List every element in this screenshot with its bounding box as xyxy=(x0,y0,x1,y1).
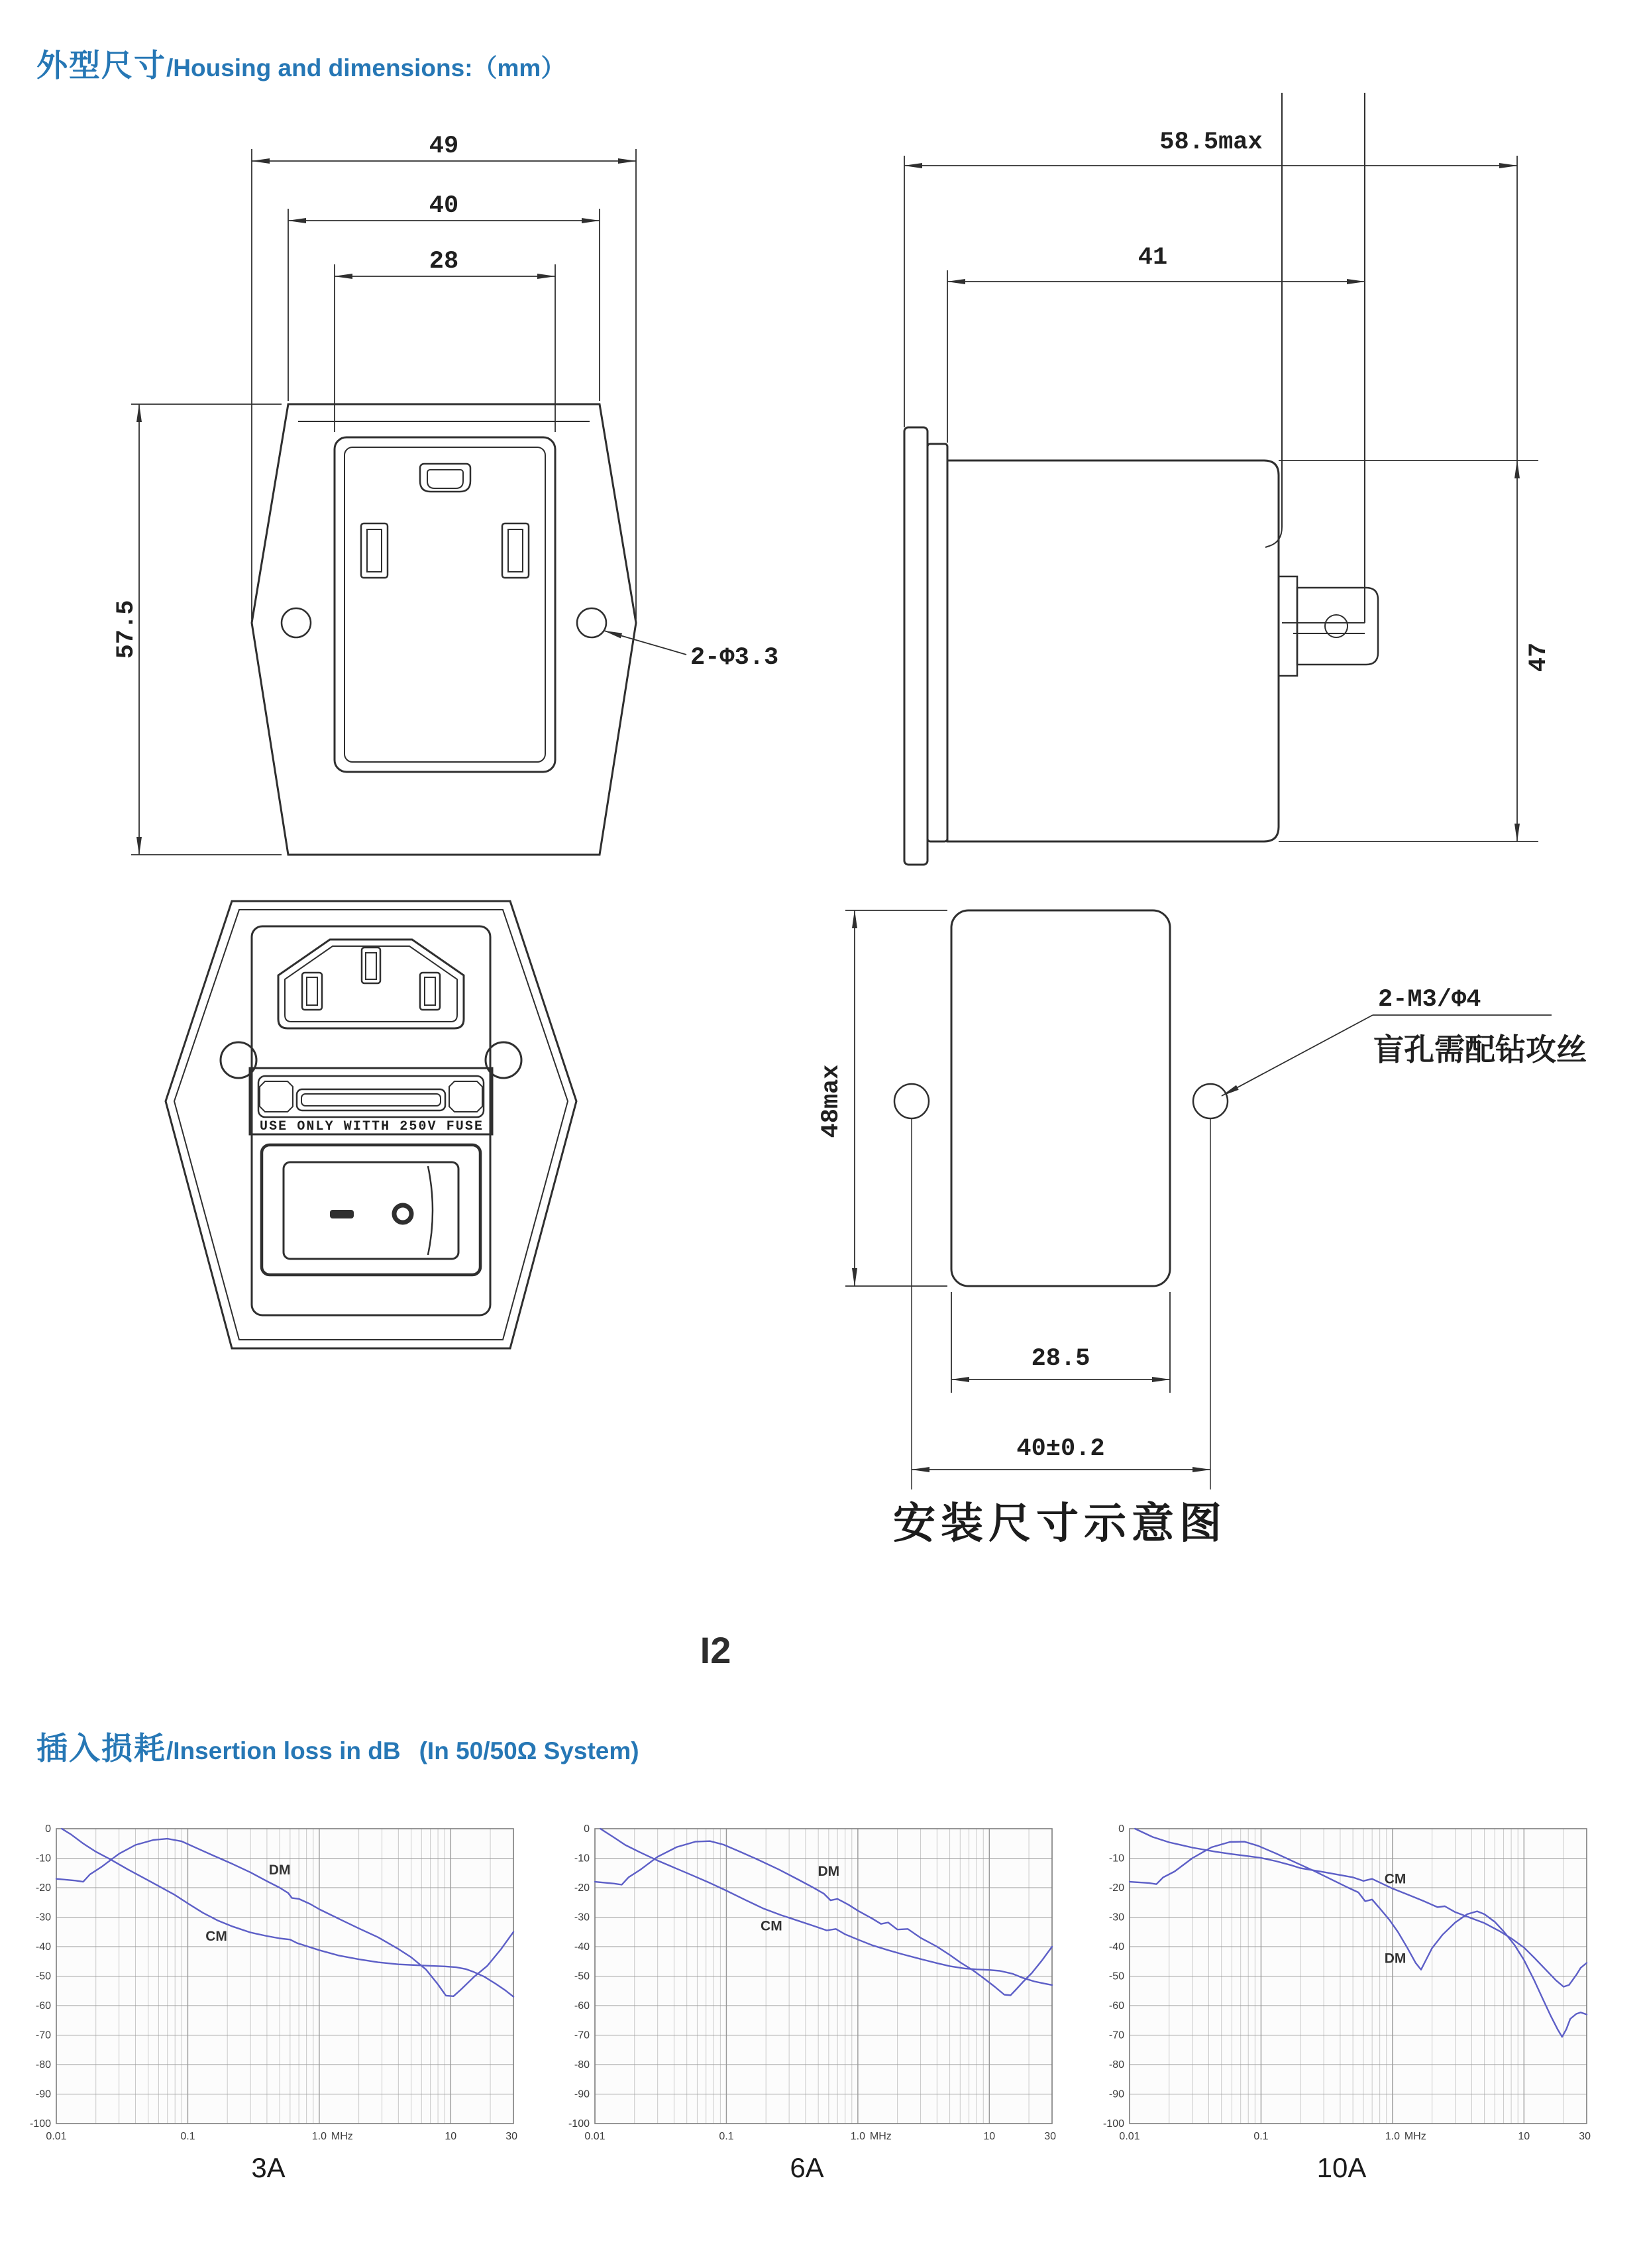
svg-text:-90: -90 xyxy=(574,2088,590,2100)
svg-text:-60: -60 xyxy=(35,2000,51,2012)
svg-text:1.0: 1.0 xyxy=(311,2131,327,2141)
svg-text:10: 10 xyxy=(983,2131,996,2141)
svg-text:-100: -100 xyxy=(568,2118,590,2130)
model-label: I2 xyxy=(700,1629,731,1671)
front-mounting-hole-left xyxy=(282,608,311,637)
svg-text:1.0: 1.0 xyxy=(1385,2131,1401,2141)
svg-text:CM: CM xyxy=(761,1918,782,1934)
svg-text:0.01: 0.01 xyxy=(46,2131,67,2141)
chart-10a-title: 10A xyxy=(1316,2152,1367,2183)
svg-text:1.0: 1.0 xyxy=(850,2131,866,2141)
svg-text:-10: -10 xyxy=(1108,1853,1124,1864)
front-hole-callout-label: 2-Φ3.3 xyxy=(690,644,779,672)
fuse-slot xyxy=(297,1089,445,1110)
svg-text:CM: CM xyxy=(205,1929,227,1945)
chart-3a-title: 3A xyxy=(251,2152,286,2183)
svg-text:0.01: 0.01 xyxy=(1119,2131,1140,2141)
svg-text:DM: DM xyxy=(268,1862,291,1878)
face-view-drawing xyxy=(152,848,603,1378)
chart-6a-title: 6A xyxy=(790,2152,824,2183)
dim-side-height-label: 47 xyxy=(1525,642,1553,673)
svg-text:-20: -20 xyxy=(574,1882,590,1894)
svg-text:CM: CM xyxy=(1384,1871,1406,1887)
rocker-switch-frame[interactable] xyxy=(262,1145,480,1275)
svg-text:0: 0 xyxy=(1118,1823,1124,1835)
svg-text:-30: -30 xyxy=(35,1912,51,1923)
svg-text:-70: -70 xyxy=(35,2029,51,2041)
svg-text:-100: -100 xyxy=(1102,2118,1124,2130)
svg-text:-50: -50 xyxy=(35,1971,51,1982)
mounting-diagram xyxy=(782,868,1616,1537)
housing-heading-en: /Housing and dimensions:（mm） xyxy=(166,54,566,81)
svg-text:-60: -60 xyxy=(1108,2000,1124,2012)
svg-text:-30: -30 xyxy=(574,1912,590,1923)
chart-10a-plot xyxy=(1090,1823,1593,2141)
svg-text:-100: -100 xyxy=(29,2118,51,2130)
mount-callout-line1: 2-M3/Φ4 xyxy=(1378,986,1481,1014)
housing-section-heading xyxy=(36,41,565,85)
svg-text:-70: -70 xyxy=(1108,2029,1124,2041)
svg-text:0.1: 0.1 xyxy=(719,2131,734,2141)
svg-text:-20: -20 xyxy=(1108,1882,1124,1894)
fuse-marking-text: USE ONLY WITTH 250V FUSE xyxy=(260,1119,482,1134)
loss-heading-zh: 插入损耗 xyxy=(36,1731,166,1766)
svg-text:0.1: 0.1 xyxy=(180,2131,195,2141)
rocker-ridge xyxy=(428,1166,433,1255)
loss-heading-en: /Insertion loss in dB xyxy=(166,1737,401,1764)
svg-text:DM: DM xyxy=(1384,1951,1406,1967)
dim-total-depth-label: 58.5max xyxy=(1159,129,1263,156)
svg-text:0: 0 xyxy=(584,1823,590,1835)
svg-text:0: 0 xyxy=(45,1823,51,1835)
dim-height-label: 57.5 xyxy=(113,600,140,659)
side-terminal-base xyxy=(1279,576,1297,676)
mount-cutout-rect xyxy=(951,910,1170,1286)
svg-text:-70: -70 xyxy=(574,2029,590,2041)
mount-cutout-width-label: 28.5 xyxy=(1031,1345,1090,1373)
mount-height-label: 48max xyxy=(818,1064,845,1138)
insertion-loss-chart-3a xyxy=(17,1823,520,2184)
svg-text:10: 10 xyxy=(1518,2131,1530,2141)
fuse-cap-left xyxy=(260,1081,293,1112)
insertion-loss-chart-6a xyxy=(555,1823,1059,2184)
fuse-cap-right xyxy=(449,1081,482,1112)
svg-text:-40: -40 xyxy=(574,1941,590,1953)
svg-text:-60: -60 xyxy=(574,2000,590,2012)
dim-flange-width-label: 40 xyxy=(429,192,459,220)
svg-text:10: 10 xyxy=(445,2131,457,2141)
face-line-pin-slot xyxy=(302,973,322,1010)
svg-text:-90: -90 xyxy=(35,2088,51,2100)
front-line-slot xyxy=(361,523,388,578)
svg-text:-30: -30 xyxy=(1108,1912,1124,1923)
front-neutral-slot xyxy=(502,523,529,578)
dim-body-depth-label: 41 xyxy=(1138,244,1168,272)
svg-text:-40: -40 xyxy=(1108,1941,1124,1953)
svg-text:-10: -10 xyxy=(35,1853,51,1864)
mounting-caption: 安装尺寸示意图 xyxy=(893,1499,1227,1547)
housing-heading-zh: 外型尺寸 xyxy=(36,48,166,83)
svg-text:MHz: MHz xyxy=(869,2131,892,2141)
dim-socket-width-label: 28 xyxy=(429,248,459,276)
svg-text:MHz: MHz xyxy=(331,2131,353,2141)
svg-text:-50: -50 xyxy=(574,1971,590,1982)
face-flange-outline xyxy=(166,901,576,1348)
mount-hole-pitch-label: 40±0.2 xyxy=(1016,1435,1105,1463)
chart-6a-plot xyxy=(555,1823,1059,2141)
svg-text:-20: -20 xyxy=(35,1882,51,1894)
svg-text:30: 30 xyxy=(1579,2131,1591,2141)
svg-text:-80: -80 xyxy=(1108,2059,1124,2071)
side-terminal-tab xyxy=(1297,588,1378,665)
insertion-loss-section-heading xyxy=(36,1724,639,1768)
switch-on-mark-icon xyxy=(330,1210,354,1218)
svg-text:-80: -80 xyxy=(35,2059,51,2071)
svg-text:-90: -90 xyxy=(1108,2088,1124,2100)
svg-text:-40: -40 xyxy=(35,1941,51,1953)
loss-heading-note: (In 50/50Ω System) xyxy=(419,1737,639,1764)
side-flange-plate xyxy=(904,427,928,865)
svg-text:0.1: 0.1 xyxy=(1253,2131,1269,2141)
insertion-loss-chart-10a xyxy=(1090,1823,1593,2184)
mount-callout-line2: 盲孔需配钻攻丝 xyxy=(1373,1032,1587,1067)
svg-text:-50: -50 xyxy=(1108,1971,1124,1982)
front-socket-body xyxy=(335,437,555,772)
svg-text:-80: -80 xyxy=(574,2059,590,2071)
mount-hole-left xyxy=(894,1084,929,1118)
svg-text:MHz: MHz xyxy=(1404,2131,1426,2141)
side-view-drawing xyxy=(848,93,1603,875)
front-mounting-hole-right xyxy=(577,608,606,637)
svg-text:30: 30 xyxy=(1044,2131,1056,2141)
mount-hole-right xyxy=(1193,1084,1228,1118)
svg-text:DM: DM xyxy=(818,1864,840,1880)
face-neutral-pin-slot xyxy=(420,973,440,1010)
dim-total-width-label: 49 xyxy=(429,133,459,160)
switch-off-mark-icon xyxy=(394,1205,411,1222)
chart-3a-plot xyxy=(17,1823,520,2141)
svg-text:30: 30 xyxy=(505,2131,517,2141)
svg-text:-10: -10 xyxy=(574,1853,590,1864)
front-view-drawing xyxy=(113,93,841,921)
svg-text:0.01: 0.01 xyxy=(584,2131,606,2141)
side-body-outline xyxy=(947,460,1279,841)
